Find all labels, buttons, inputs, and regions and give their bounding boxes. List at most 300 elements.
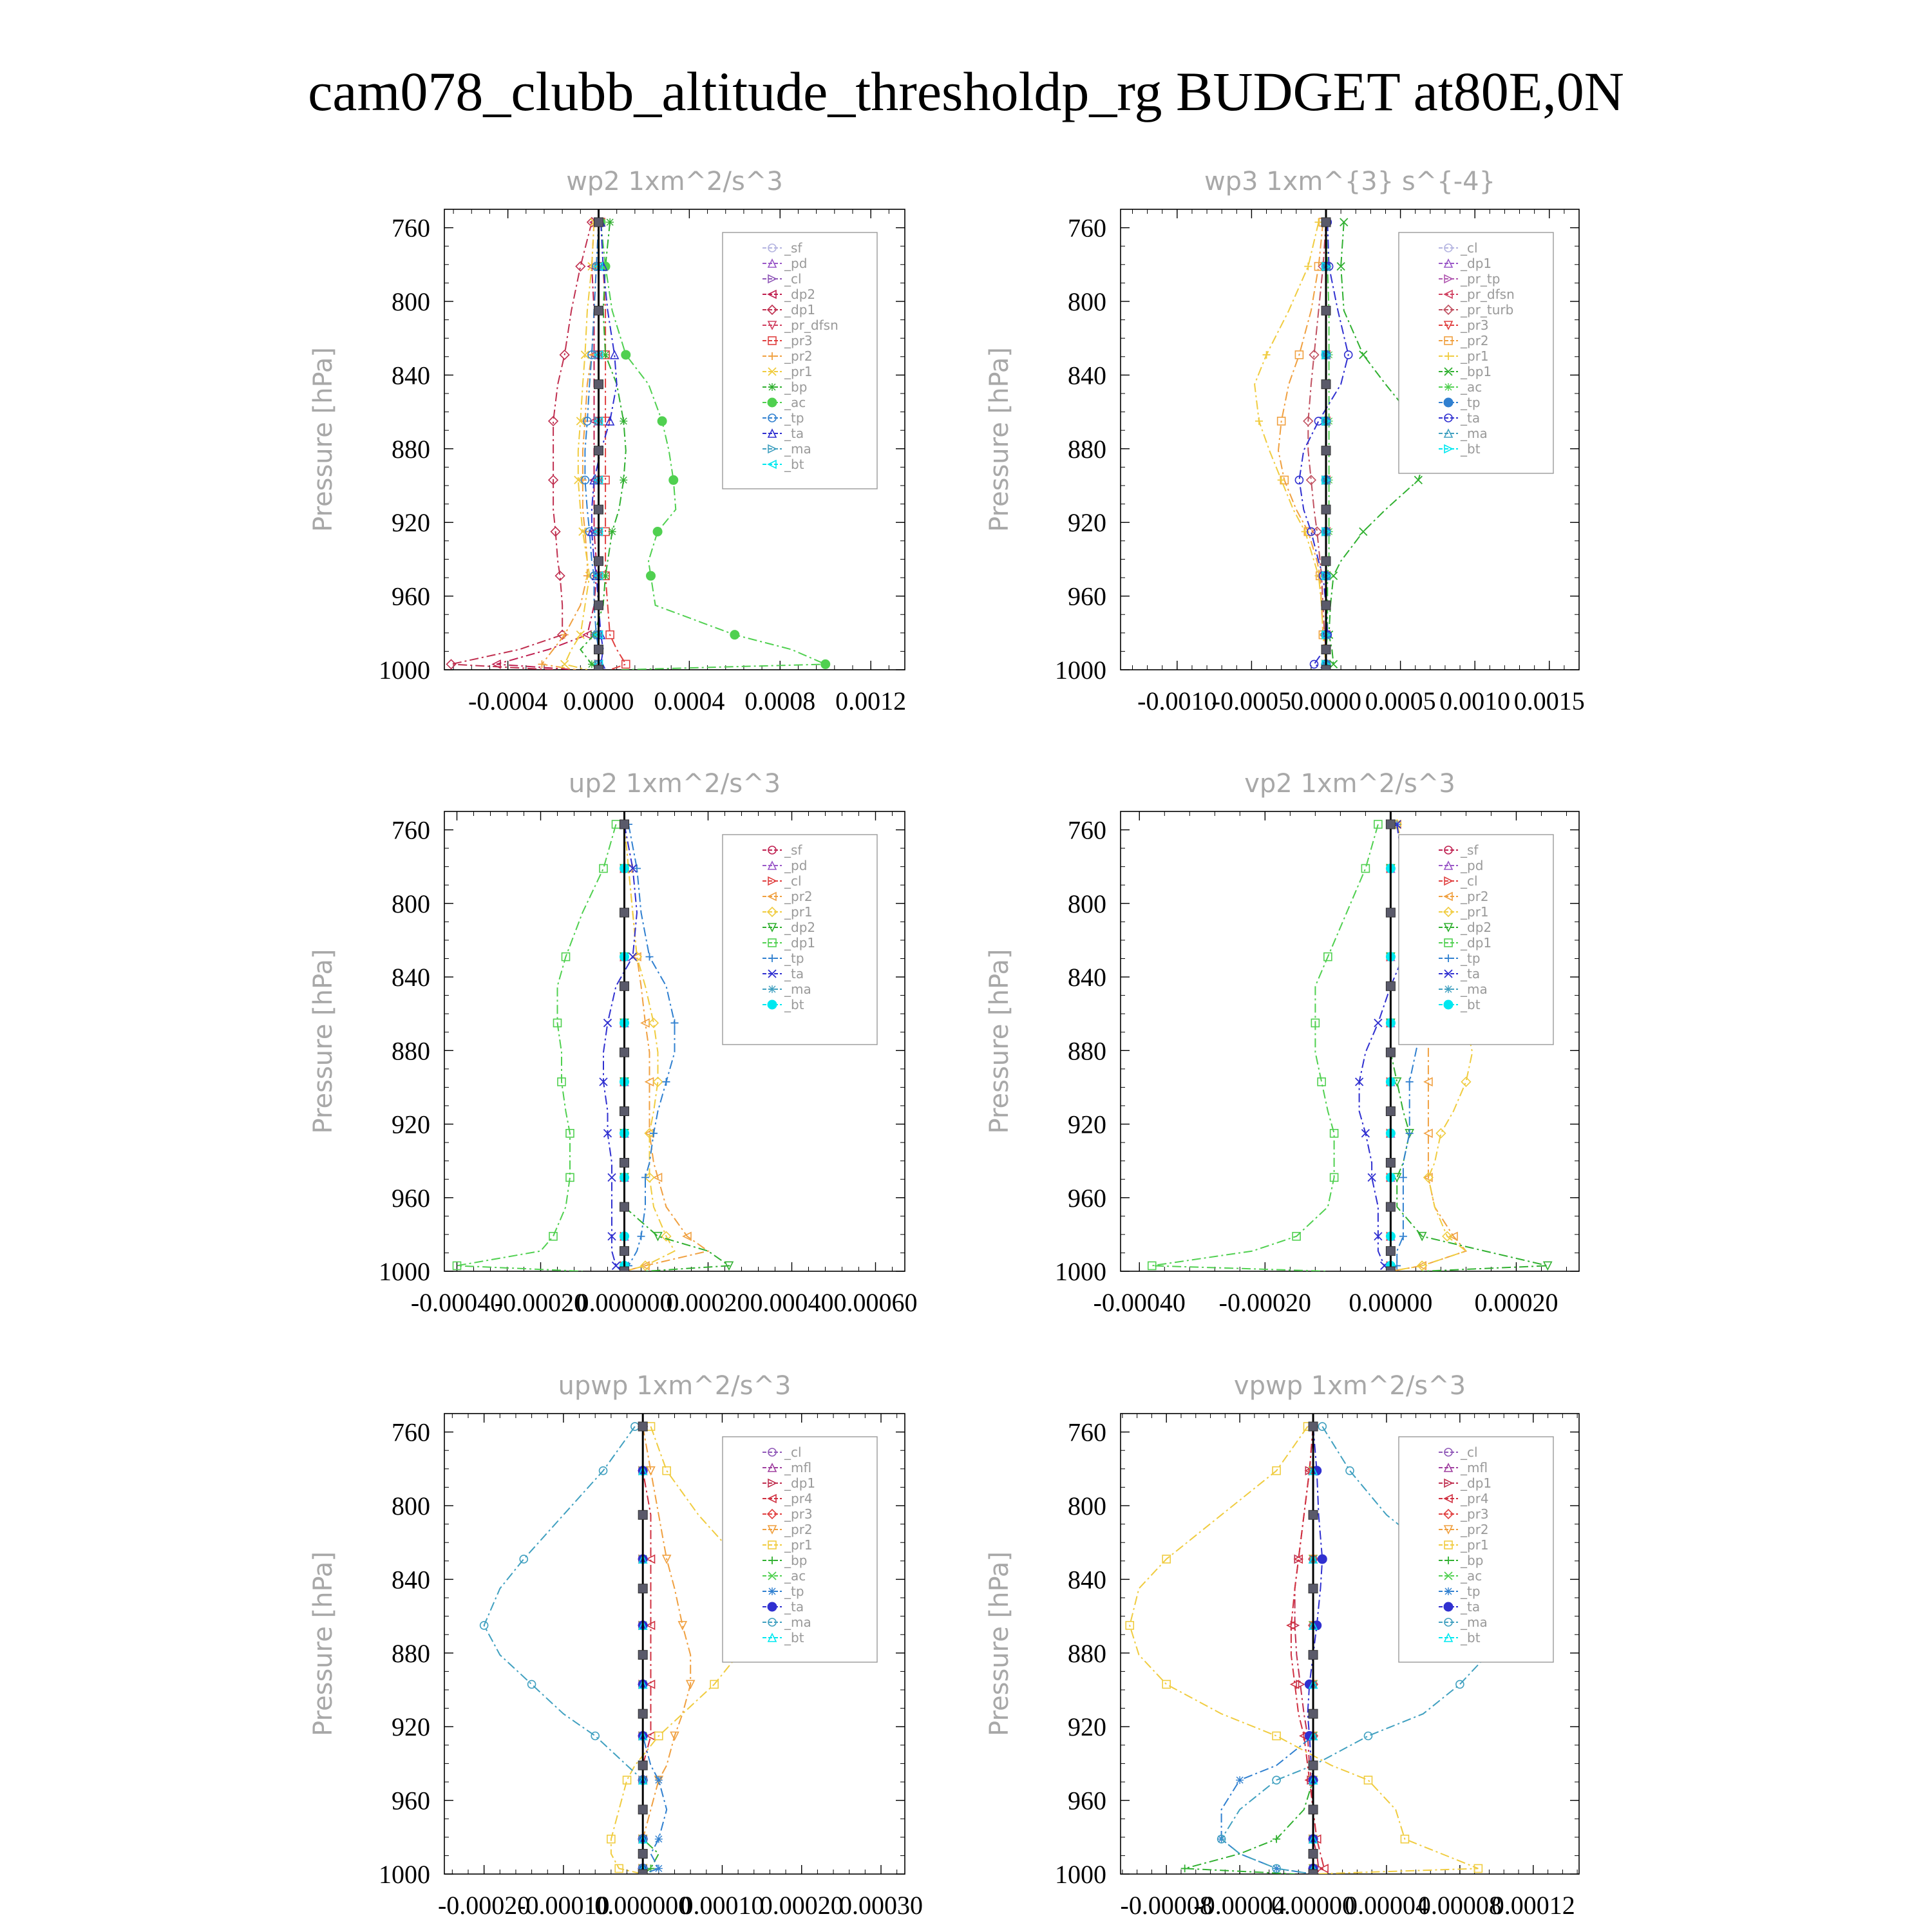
x-tick-label: -0.00004 [1193,1891,1286,1920]
y-tick-label: 960 [1068,582,1106,611]
x-tick-label: 0.00040 [750,1288,834,1317]
data-point [600,865,607,873]
legend-label: _tp [1461,951,1481,966]
legend-label: _pr_tp [1461,271,1501,287]
series-tp [1218,1423,1317,1874]
legend-label: _ma [1461,426,1488,441]
series-line [484,1426,643,1874]
zero-marker [1321,306,1331,315]
data-point [1364,1732,1372,1740]
legend-label: _sf [784,842,802,858]
series-ta [600,820,637,1271]
panel-2 [985,167,1585,715]
y-tick-label: 760 [1068,213,1106,243]
legend-label: _bt [1461,997,1481,1012]
legend-label: _ac [784,1568,806,1584]
zero-marker [1321,601,1331,610]
y-axis-label: Pressure [hPa] [308,949,338,1134]
legend-marker [768,985,776,993]
plot-area [480,1414,758,1879]
legend-label: _sf [784,240,802,256]
data-point [1294,1555,1302,1563]
data-point [1181,1864,1189,1872]
x-tick-label: 0.000000 [594,1891,692,1920]
series-line [625,824,675,1271]
legend-label: _bt [1461,441,1481,457]
legend-label: _dp1 [784,302,816,317]
zero-marker [594,665,603,674]
zero-marker [1386,1202,1395,1211]
legend-label: _cl [1461,1444,1478,1460]
y-axis-label: Pressure [hPa] [308,1551,338,1736]
legend-label: _pr1 [1461,904,1489,920]
x-tick-label: -0.0010 [1137,687,1217,715]
y-tick-label: 920 [1068,508,1106,538]
y-tick-label: 800 [1068,1492,1106,1520]
y-tick-label: 1000 [379,1257,430,1286]
y-tick-label: 800 [392,889,430,918]
data-point [663,1467,670,1475]
legend-label: _ma [1461,1615,1488,1630]
data-point [679,1622,687,1629]
zero-marker [620,1267,629,1276]
x-tick-label: 0.0010 [1439,687,1511,715]
series-line [1291,1426,1324,1874]
data-point [663,1078,670,1086]
legend-label: _pr1 [1461,1537,1489,1553]
data-point [609,528,616,536]
legend-label: _cl [784,1444,802,1460]
x-tick-label: -0.00040 [1093,1288,1186,1317]
data-point [622,660,630,668]
legend-label: _tp [784,951,804,966]
zero-marker [1321,665,1331,674]
legend-label: _pr2 [784,348,813,364]
zero-marker [1309,1709,1318,1718]
legend-marker [1444,1000,1453,1009]
legend-label: _mfl [784,1460,812,1475]
legend-label: _pr_dfsn [784,317,838,333]
y-tick-label: 1000 [1055,1257,1106,1286]
data-point [528,1680,536,1688]
series-dp2 [621,820,734,1271]
zero-marker [1321,380,1331,389]
data-point [1148,1262,1156,1269]
data-point [730,630,739,639]
zero-marker [1386,981,1395,990]
series-line [625,824,675,1271]
x-tick-label: 0.00060 [833,1288,918,1317]
series-pr2 [621,820,708,1271]
panel-3 [308,769,918,1317]
legend-label: _ma [1461,981,1488,997]
legend-label: _cl [1461,873,1478,889]
y-tick-label: 800 [392,287,430,316]
y-tick-label: 760 [392,213,430,243]
y-tick-label: 920 [392,1712,430,1742]
legend [1399,835,1553,1045]
series-line [565,222,594,670]
y-tick-label: 840 [392,963,430,992]
y-tick-label: 1000 [1055,1860,1106,1889]
data-point [520,1555,527,1563]
legend-label: _cl [1461,240,1478,256]
series-dp1 [453,820,620,1271]
zero-marker [1386,1267,1395,1276]
y-tick-label: 1000 [379,1860,430,1889]
zero-marker [1309,1510,1318,1519]
legend-label: _bt [1461,1630,1481,1645]
series-line [542,222,599,670]
y-tick-label: 840 [392,1565,430,1595]
legend-label: _bt [784,1630,804,1645]
legend-label: _pd [1461,858,1484,873]
zero-marker [1386,1107,1395,1116]
zero-marker [1321,446,1331,455]
zero-marker [1309,1651,1318,1660]
x-tick-label: 0.0008 [744,687,816,715]
legend-marker [1444,1587,1452,1595]
series-pr1 [561,218,598,670]
data-point [1361,865,1369,873]
zero-marker [1386,1158,1395,1167]
legend-label: _ta [784,426,804,441]
zero-marker [638,1584,647,1593]
zero-marker [1309,1805,1318,1814]
legend-label: _dp2 [784,287,816,302]
legend-label: _pr3 [1461,1506,1489,1522]
y-tick-label: 760 [392,1417,430,1447]
x-tick-label: -0.00020 [1218,1288,1311,1317]
legend-label: _pr2 [1461,889,1489,904]
y-axis-label: Pressure [hPa] [985,347,1014,532]
zero-marker [638,1510,647,1519]
legend-label: _bt [784,997,804,1012]
data-point [1236,1776,1244,1784]
zero-marker [620,1107,629,1116]
data-point [561,660,569,668]
data-point [621,350,630,359]
data-point [1255,417,1263,425]
data-point [658,417,667,426]
y-tick-label: 960 [392,582,430,611]
data-point [1273,1732,1280,1740]
series-line [1255,222,1326,670]
data-point [620,476,627,484]
data-point [608,1173,616,1181]
legend-label: _dp2 [784,920,816,935]
panel-6 [985,1371,1579,1920]
zero-marker [638,1651,647,1660]
zero-marker [594,505,603,514]
legend-label: _dp1 [1461,1475,1492,1491]
y-tick-label: 920 [1068,1110,1106,1139]
series-bp [1181,1423,1317,1874]
zero-marker [594,218,603,227]
legend-label: _dp1 [1461,935,1492,951]
legend [723,232,877,489]
data-point [604,1019,612,1027]
legend-label: _dp1 [1461,256,1492,271]
series-line [625,824,708,1271]
legend-label: _ta [1461,1599,1481,1615]
panel-title: vp2 1xm^2/s^3 [1244,769,1455,799]
zero-marker [1321,505,1331,514]
legend-label: _pr1 [784,904,813,920]
y-tick-label: 880 [1068,1036,1106,1066]
legend-label: _dp1 [784,1475,816,1491]
legend-label: _pr4 [784,1491,813,1506]
legend-label: _pr3 [784,333,813,348]
series-ma [480,1423,647,1874]
legend-label: _pr1 [1461,348,1489,364]
data-point [591,1732,599,1740]
data-point [655,1776,663,1784]
series-line [497,222,596,670]
legend-label: _pr3 [1461,317,1489,333]
data-point [1359,528,1367,536]
series-pr4 [1287,1423,1328,1874]
legend-label: _cl [784,873,802,889]
zero-marker [594,380,603,389]
series-line [625,824,730,1271]
data-point [1263,351,1271,359]
legend-label: _ta [1461,966,1481,981]
legend-label: _pr3 [784,1506,813,1522]
series-tp [625,820,679,1271]
data-point [653,527,662,536]
data-point [646,953,654,961]
zero-marker [620,1247,629,1256]
data-point [1359,351,1367,359]
legend-label: _ta [784,1599,804,1615]
series-pr1 [1255,218,1330,670]
legend-marker [1444,985,1452,993]
legend [1399,1437,1553,1662]
data-point [1294,1555,1302,1563]
zero-marker [1386,820,1395,829]
x-tick-label: 0.00020 [759,1891,844,1920]
data-point [671,1019,679,1027]
legend-label: _ac [1461,379,1482,395]
legend-label: _ta [1461,410,1481,426]
y-tick-label: 960 [392,1183,430,1213]
series-dp1 [447,218,596,670]
y-tick-label: 840 [1068,361,1106,390]
zero-marker [594,645,603,654]
series-line [1222,1426,1313,1874]
data-point [1304,263,1312,270]
data-point [620,417,627,425]
y-tick-label: 840 [1068,963,1106,992]
panel-4 [985,769,1579,1317]
x-tick-label: 0.0000 [563,687,634,715]
y-tick-label: 760 [392,815,430,845]
zero-marker [620,908,629,917]
legend [723,835,877,1045]
legend-label: _pr_dfsn [1461,287,1515,302]
legend-label: _tp [1461,1584,1481,1599]
y-tick-label: 840 [392,361,430,390]
y-tick-label: 1000 [1055,656,1106,685]
zero-marker [1309,1850,1318,1859]
data-point [655,1864,663,1872]
zero-marker [638,1805,647,1814]
zero-marker [594,446,603,455]
legend [1399,232,1553,473]
series-pr2 [538,218,602,670]
legend-marker [1444,1602,1453,1611]
series-dp2 [493,218,600,670]
data-point [1406,1078,1414,1086]
y-tick-label: 880 [1068,1638,1106,1668]
legend-label: _ta [784,966,804,981]
panel-title: up2 1xm^2/s^3 [568,769,781,799]
zero-marker [620,820,629,829]
x-tick-label: 0.00010 [680,1891,764,1920]
zero-marker [638,1422,647,1431]
data-point [1318,1555,1327,1564]
zero-marker [594,601,603,610]
data-point [612,1262,620,1269]
legend-label: _tp [784,410,804,426]
x-tick-label: -0.00010 [517,1891,610,1920]
y-tick-label: 920 [392,1110,430,1139]
data-point [1311,660,1318,668]
panel-5 [308,1371,923,1920]
data-point [606,218,614,226]
legend-label: _bp [784,379,808,395]
y-tick-label: 880 [392,1638,430,1668]
x-tick-label: 0.00008 [1417,1891,1502,1920]
zero-marker [638,1761,647,1770]
x-tick-label: -0.0004 [468,687,548,715]
legend-label: _bt [784,457,804,472]
legend-marker [1444,398,1453,407]
data-point [1374,820,1382,828]
legend-label: _ma [784,1615,811,1630]
data-point [1162,1680,1170,1688]
panel-1 [308,167,906,715]
zero-marker [1309,1761,1318,1770]
data-point [612,820,620,828]
x-tick-label: 0.00020 [666,1288,750,1317]
series-line [1278,222,1326,670]
legend-marker [768,1000,777,1009]
y-tick-label: 800 [1068,889,1106,918]
x-tick-label: -0.00020 [437,1891,531,1920]
legend-label: _pd [784,858,808,873]
x-tick-label: 0.000000 [576,1288,673,1317]
zero-marker [638,1850,647,1859]
legend-label: _cl [784,271,802,287]
zero-marker [1321,218,1331,227]
y-tick-label: 1000 [379,656,430,685]
x-tick-label: 0.00000 [1349,1288,1433,1317]
zero-marker [1309,1422,1318,1431]
x-tick-label: -0.00008 [1120,1891,1213,1920]
legend-label: _pr2 [784,1522,813,1537]
data-point [821,659,830,668]
data-point [633,865,641,873]
y-axis-label: Pressure [hPa] [308,347,338,532]
data-point [611,351,618,359]
y-tick-label: 840 [1068,1565,1106,1595]
legend-label: _bp [1461,1553,1484,1568]
data-point [576,262,585,271]
legend-label: _mfl [1461,1460,1488,1475]
panel-title: upwp 1xm^2/s^3 [558,1371,791,1401]
data-point [1346,1467,1354,1475]
data-point [1414,476,1422,484]
plot-area [453,811,734,1276]
legend-label: _dp1 [784,935,816,951]
x-tick-label: 0.00012 [1491,1891,1575,1920]
legend-label: _ma [784,981,811,997]
data-point [1456,1680,1464,1688]
legend-marker [768,1602,777,1611]
y-axis-label: Pressure [hPa] [985,949,1014,1134]
data-point [1399,1233,1407,1240]
x-tick-label: 0.00020 [1474,1288,1558,1317]
zero-marker [1386,908,1395,917]
x-tick-label: -0.00040 [410,1288,504,1317]
legend-label: _pr2 [1461,1522,1489,1537]
data-point [629,953,637,961]
y-tick-label: 800 [392,1492,430,1520]
panel-title: wp3 1xm^{3} s^{-4} [1204,167,1496,196]
legend-label: _pr4 [1461,1491,1489,1506]
zero-marker [1321,645,1331,654]
y-tick-label: 920 [1068,1712,1106,1742]
data-point [655,1835,663,1843]
x-tick-label: -0.00020 [494,1288,587,1317]
data-point [1364,1776,1372,1784]
legend-label: _ma [784,441,811,457]
legend-label: _sf [1461,842,1479,858]
zero-marker [1309,1584,1318,1593]
x-tick-label: 0.0015 [1513,687,1585,715]
x-tick-label: 0.0012 [835,687,907,715]
data-point [638,1233,645,1240]
legend-label: _bp [784,1553,808,1568]
legend-marker [768,398,777,407]
series-line [1152,824,1378,1271]
zero-marker [620,1158,629,1167]
y-tick-label: 960 [1068,1183,1106,1213]
x-tick-label: 0.0004 [654,687,725,715]
zero-marker [594,556,603,565]
legend-label: _pr1 [784,1537,813,1553]
zero-marker [1386,1247,1395,1256]
legend-marker [1444,383,1452,391]
series-dp1 [1148,820,1382,1271]
legend-label: _pr_turb [1461,302,1514,317]
legend-label: _tp [784,1584,804,1599]
zero-marker [594,306,603,315]
x-tick-label: 0.00004 [1344,1891,1428,1920]
data-point [647,571,656,580]
y-tick-label: 880 [392,434,430,464]
legend-label: _ac [1461,1568,1482,1584]
figure-title: cam078_clubb_altitude_thresholdp_rg BUDGET at80E,0N [308,61,1624,122]
data-point [623,1776,631,1784]
y-tick-label: 920 [392,508,430,538]
legend-label: _bp1 [1461,364,1492,379]
legend-label: _pr1 [784,364,813,379]
x-tick-label: -0.0005 [1211,687,1292,715]
data-point [1406,1130,1414,1137]
